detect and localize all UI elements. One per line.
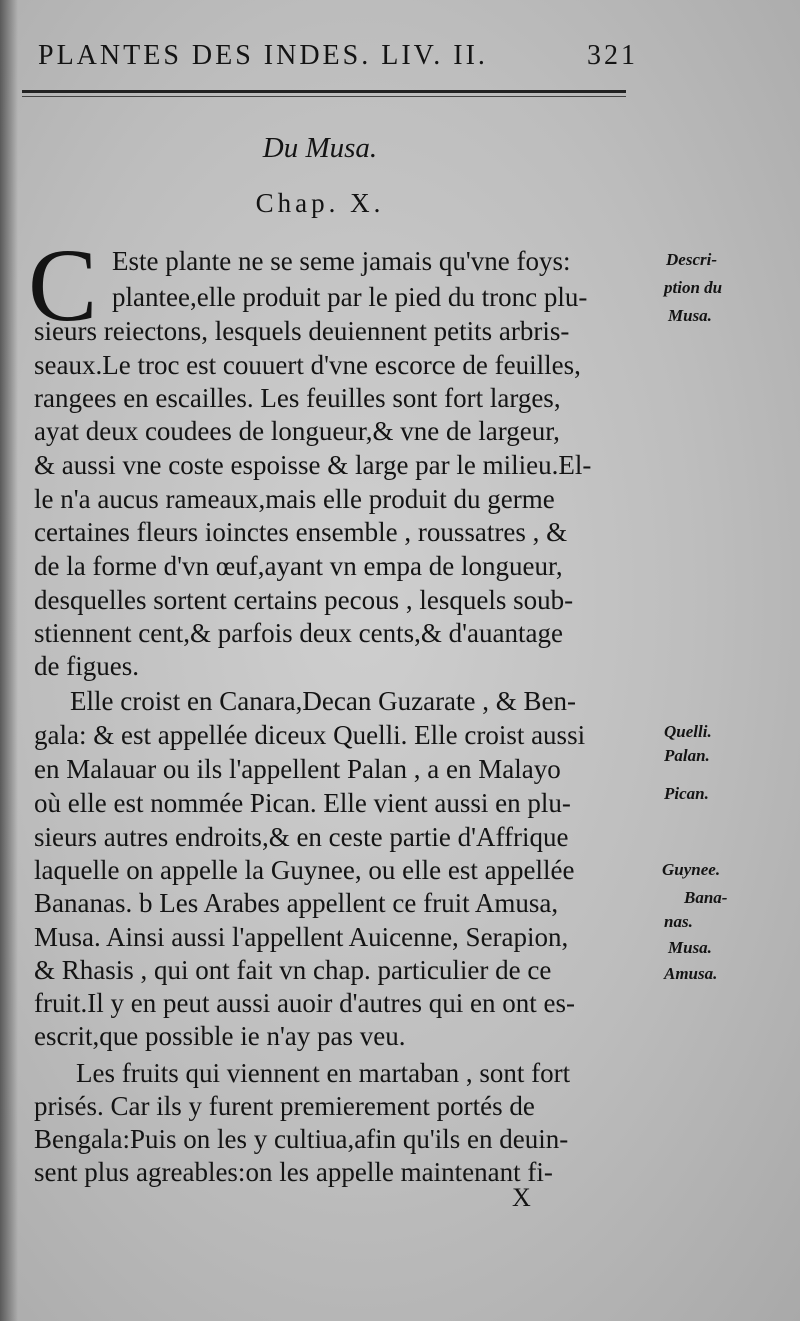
text-line: où elle est nommée Pican. Elle vient aussi en plu-	[34, 788, 571, 818]
text-line: sieurs reiectons, lesquels deuiennent petits arbris-	[34, 316, 570, 346]
text-line: seaux.Le troc est couuert d'vne escorce de feuilles,	[34, 350, 581, 380]
running-head	[38, 40, 638, 80]
margin-note: ption du	[664, 278, 723, 297]
text-line: Musa. Ainsi aussi l'appellent Auicenne, Serapion,	[34, 922, 569, 952]
text-line: le n'a aucus rameaux,mais elle produit du germe	[34, 484, 555, 514]
margin-note: Guynee.	[662, 860, 721, 879]
text-line: certaines fleurs ioinctes ensemble , roussatres , &	[34, 517, 568, 547]
margin-note: nas.	[664, 912, 693, 931]
text-line: gala: & est appellée diceux Quelli. Elle croist aussi	[34, 720, 586, 750]
page-number: 321	[587, 40, 638, 71]
text-line: sieurs autres endroits,& en ceste partie d'Affrique	[34, 822, 569, 852]
margin-note: Bana-	[684, 888, 728, 907]
margin-note: Pican.	[664, 784, 709, 803]
margin-note: Amusa.	[664, 964, 718, 983]
drop-cap: C	[28, 228, 98, 343]
margin-note: Descri-	[666, 250, 717, 269]
text-line: prisés. Car ils y furent premierement portés de	[34, 1091, 535, 1121]
running-head-title: PLANTES DES INDES. LIV. II.	[38, 40, 488, 71]
text-line: de la forme d'vn œuf,ayant vn empa de longueur,	[34, 551, 563, 581]
text-line: Elle croist en Canara,Decan Guzarate , & Ben-	[70, 686, 577, 716]
chapter-number: Chap. X.	[255, 188, 385, 218]
text-line: stiennent cent,& parfois deux cents,& d'auantage	[34, 618, 563, 648]
text-line: sent plus agreables:on les appelle maintenant fi-	[34, 1157, 553, 1187]
text-line: desquelles sortent certains pecous , lesquels soub-	[34, 585, 574, 615]
chapter-title: Du Musa.	[262, 132, 378, 164]
text-line: de figues.	[34, 651, 139, 681]
text-line: Les fruits qui viennent en martaban , sont fort	[76, 1058, 571, 1088]
text-line: ayat deux coudees de longueur,& vne de largeur,	[34, 416, 560, 446]
margin-note: Musa.	[668, 938, 712, 957]
text-line: laquelle on appelle la Guynee, ou elle est appellée	[34, 855, 575, 885]
text-line: & aussi vne coste espoisse & large par le milieu.El-	[34, 450, 592, 480]
text-line: & Rhasis , qui ont fait vn chap. particulier de ce	[34, 955, 552, 985]
margin-note: Musa.	[668, 306, 712, 325]
text-line: Este plante ne se seme jamais qu'vne foys:	[112, 246, 571, 276]
margin-note: Palan.	[664, 746, 710, 765]
text-line: plantee,elle produit par le pied du tronc plu-	[112, 282, 588, 312]
text-line: Bengala:Puis on les y cultiua,afin qu'ils en deuin-	[34, 1124, 569, 1154]
margin-note: Quelli.	[664, 722, 712, 741]
text-line: Bananas. b Les Arabes appellent ce fruit Amusa,	[34, 888, 559, 918]
text-line: escrit,que possible ie n'ay pas veu.	[34, 1021, 406, 1051]
signature-mark: X	[512, 1183, 531, 1212]
header-rule	[22, 90, 626, 93]
header-rule-thin	[22, 96, 626, 97]
text-line: rangees en escailles. Les feuilles sont fort larges,	[34, 383, 561, 413]
text-line: en Malauar ou ils l'appellent Palan , a en Malayo	[34, 754, 561, 784]
text-line: fruit.Il y en peut aussi auoir d'autres qui en ont es-	[34, 988, 575, 1018]
